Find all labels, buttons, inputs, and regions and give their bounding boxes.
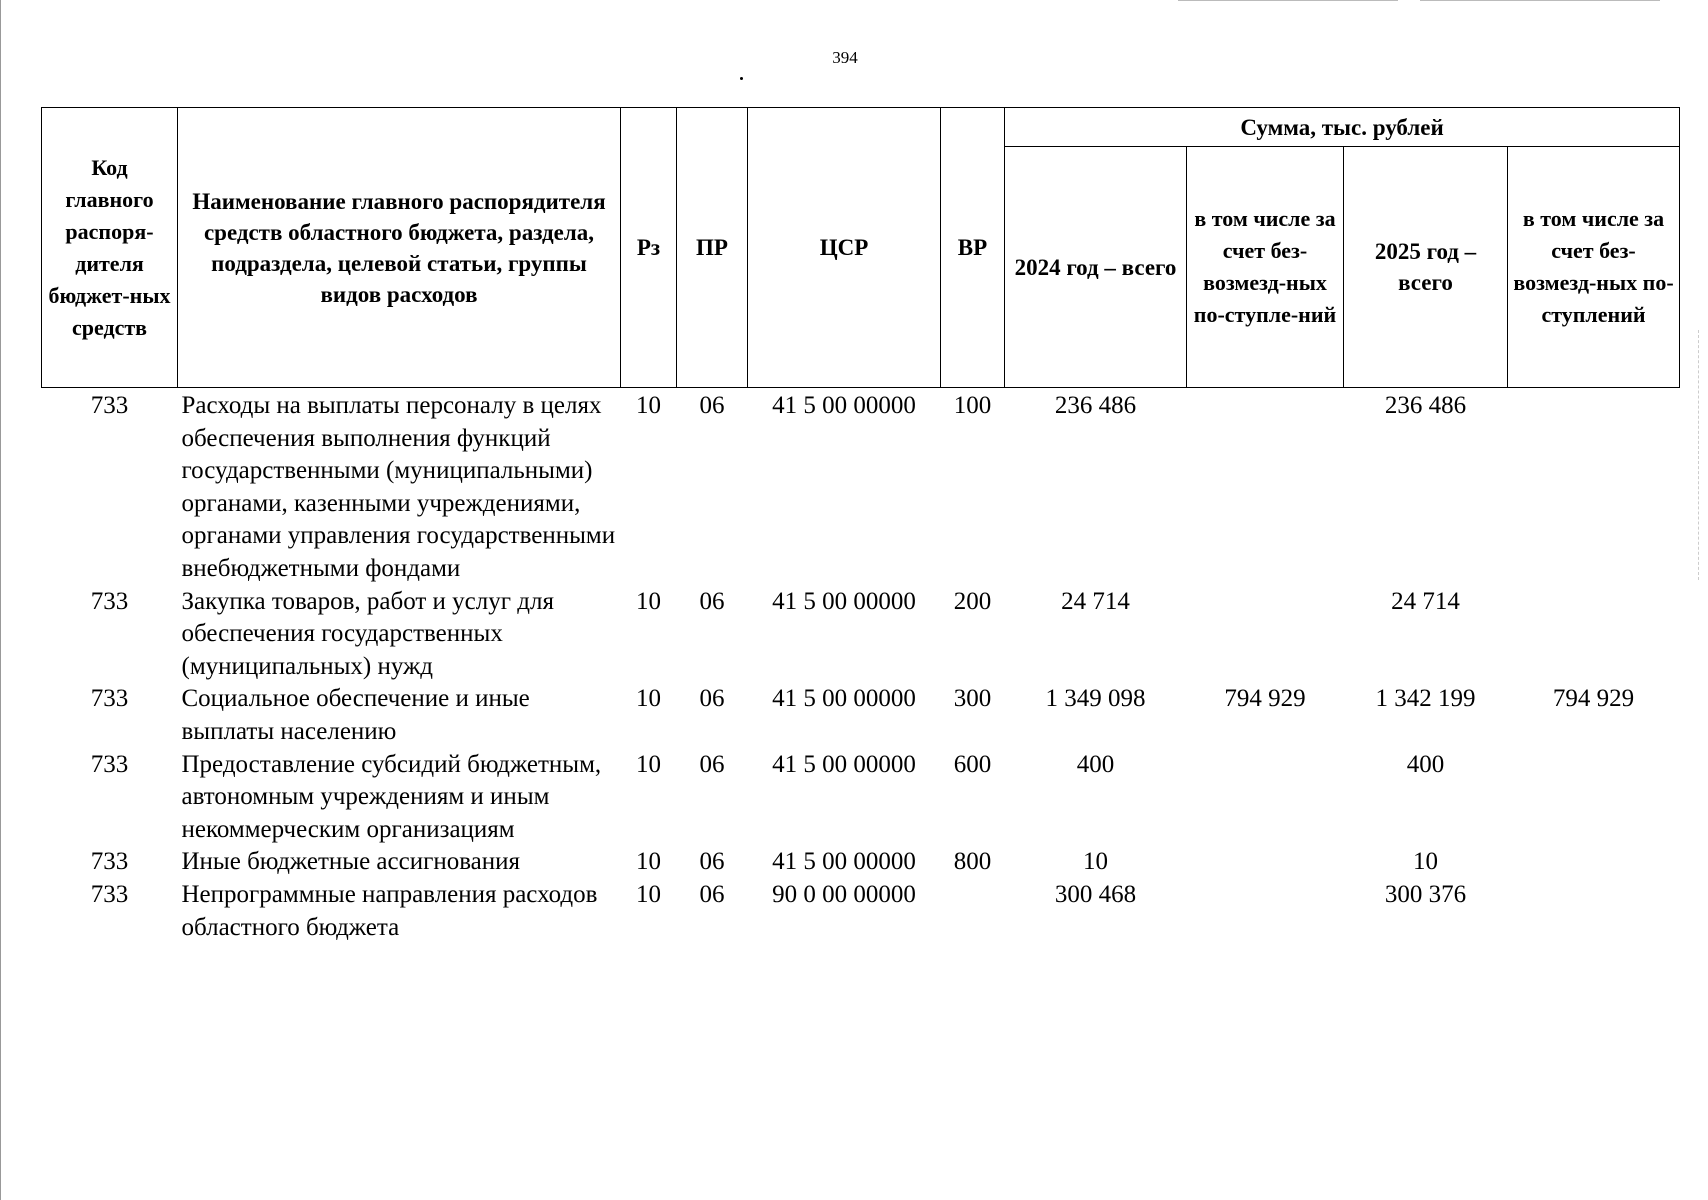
scan-right-marks <box>1698 330 1700 580</box>
cell-2025-total: 1 342 199 <box>1375 685 1476 713</box>
cell-vr: 600 <box>953 750 992 778</box>
cell-2024-free <box>1187 388 1344 586</box>
cell-pr: 06 <box>699 880 725 908</box>
header-vr: ВР <box>941 108 1005 388</box>
cell-2024-free <box>1187 586 1344 684</box>
header-code: Код главного распоря-дителя бюджет-ных средств <box>42 108 178 388</box>
cell-pr: 06 <box>699 685 725 713</box>
header-2025-free: в том числе за счет без-возмезд-ных по-ступлений <box>1508 147 1680 388</box>
cell-2024-free: 794 929 <box>1224 685 1306 713</box>
cell-2024-free <box>1187 749 1344 847</box>
cell-csr: 41 5 00 00000 <box>772 848 916 876</box>
cell-pr: 06 <box>699 587 725 615</box>
cell-2024-free <box>1187 879 1344 944</box>
table-row <box>42 683 1680 748</box>
cell-2024-total: 24 714 <box>1061 587 1130 615</box>
cell-2025-total: 236 486 <box>1384 392 1467 419</box>
cell-2024-total: 236 486 <box>1054 392 1137 419</box>
cell-rz: 10 <box>636 587 661 615</box>
cell-vr: 200 <box>953 587 992 615</box>
cell-rz: 10 <box>636 750 661 778</box>
cell-code: 733 <box>90 880 129 908</box>
cell-name: Закупка товаров, работ и услуг для обеспечения государственных (муниципальных) нужд <box>181 587 554 680</box>
cell-vr: 300 <box>953 685 992 713</box>
cell-2025-free <box>1508 749 1680 847</box>
cell-pr: 06 <box>699 848 725 876</box>
cell-name: Предоставление субсидий бюджетным, автономным учреждениям и иным некоммерческим организациям <box>181 750 602 843</box>
table-row <box>42 388 1680 586</box>
cell-2025-free <box>1508 586 1680 684</box>
cell-name: Иные бюджетные ассигнования <box>181 848 521 876</box>
cell-2025-total: 24 714 <box>1391 587 1460 615</box>
cell-2025-free <box>1508 846 1680 879</box>
table-row <box>42 586 1680 684</box>
cell-vr <box>941 879 1005 944</box>
cell-pr: 06 <box>699 750 725 778</box>
cell-vr: 800 <box>953 848 992 876</box>
cell-2025-total: 10 <box>1413 848 1438 876</box>
scan-left-edge <box>0 0 1 1200</box>
cell-2024-total: 1 349 098 <box>1045 685 1146 713</box>
page-number: 394 <box>832 48 858 67</box>
header-2025-total: 2025 год – всего <box>1344 147 1508 388</box>
cell-code: 733 <box>90 685 129 713</box>
cell-2024-total: 10 <box>1083 848 1108 876</box>
cell-rz: 10 <box>636 392 661 419</box>
cell-2024-total: 300 468 <box>1054 880 1137 908</box>
scan-dot <box>740 77 743 80</box>
cell-pr: 06 <box>699 392 725 419</box>
cell-2025-total: 400 <box>1406 750 1445 778</box>
cell-2025-free: 794 929 <box>1552 685 1635 713</box>
cell-name: Непрограммные направления расходов областного бюджета <box>181 880 598 941</box>
table-header <box>42 108 1680 388</box>
cell-rz: 10 <box>636 685 661 713</box>
cell-name: Социальное обеспечение и иные выплаты населению <box>181 685 530 745</box>
header-sum-group: Сумма, тыс. рублей <box>1005 108 1680 147</box>
table-row <box>42 846 1680 879</box>
cell-csr: 41 5 00 00000 <box>772 587 916 615</box>
header-name: Наименование главного распорядителя средств областного бюджета, раздела, подраздела, целевой статьи, группы видов расходов <box>178 108 621 388</box>
cell-rz: 10 <box>636 848 661 876</box>
cell-csr: 41 5 00 00000 <box>772 392 916 419</box>
header-2024-free: в том числе за счет без-возмезд-ных по-ступле-ний <box>1187 147 1344 388</box>
cell-csr: 41 5 00 00000 <box>772 750 916 778</box>
header-2024-total: 2024 год – всего <box>1005 147 1187 388</box>
scan-top-edge-2 <box>1420 0 1660 1</box>
header-rz: Рз <box>621 108 677 388</box>
cell-2024-total: 400 <box>1076 750 1115 778</box>
header-csr: ЦСР <box>748 108 941 388</box>
cell-2025-free <box>1508 879 1680 944</box>
cell-code: 733 <box>90 392 129 419</box>
table-row <box>42 879 1680 944</box>
cell-rz: 10 <box>636 880 661 908</box>
cell-2025-free <box>1508 388 1680 586</box>
table-body <box>42 388 1680 945</box>
cell-name: Расходы на выплаты персоналу в целях обеспечения выполнения функций государственными (муниципальными) органами, казенными учреждениями, органами управления государственными внебюджетными фондами <box>181 392 616 582</box>
budget-table <box>41 107 1680 944</box>
cell-csr: 41 5 00 00000 <box>772 685 916 713</box>
scan-top-edge <box>1178 0 1398 1</box>
cell-code: 733 <box>90 750 129 778</box>
cell-code: 733 <box>90 848 129 876</box>
table-row <box>42 749 1680 847</box>
cell-vr: 100 <box>953 392 992 419</box>
header-pr: ПР <box>677 108 748 388</box>
cell-csr: 90 0 00 00000 <box>772 880 916 908</box>
cell-2025-total: 300 376 <box>1384 880 1467 908</box>
cell-code: 733 <box>90 587 129 615</box>
cell-2024-free <box>1187 846 1344 879</box>
